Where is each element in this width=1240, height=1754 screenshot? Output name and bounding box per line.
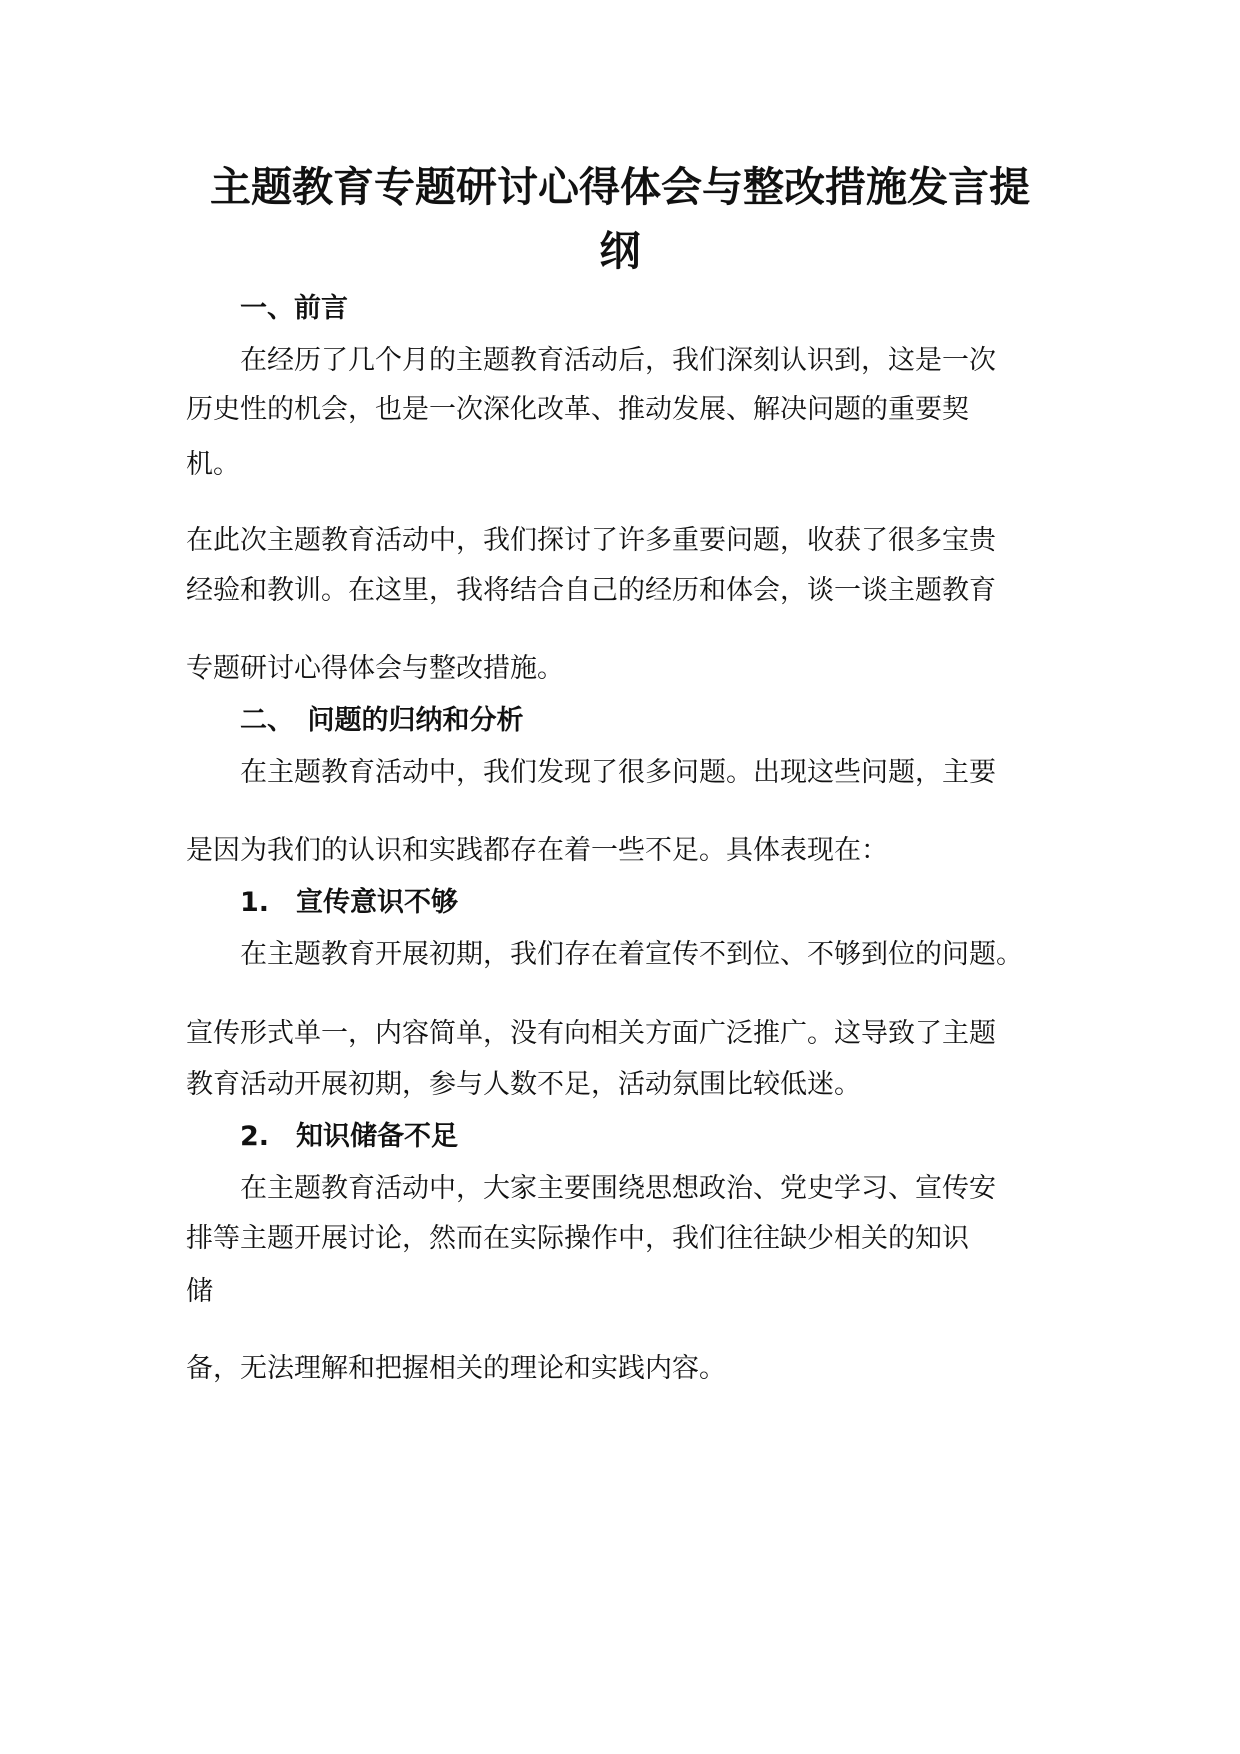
paragraph-line: 在经历了几个月的主题教育活动后，我们深刻认识到，这是一次 bbox=[240, 345, 996, 376]
paragraph-line: 专题研讨心得体会与整改措施。 bbox=[186, 653, 564, 684]
paragraph-line: 在主题教育开展初期，我们存在着宣传不到位、不够到位的问题。 bbox=[240, 939, 1023, 970]
subsection-heading-knowledge: 2. 知识储备不足 bbox=[240, 1121, 459, 1152]
paragraph-line: 在主题教育活动中，大家主要围绕思想政治、党史学习、宣传安 bbox=[240, 1173, 996, 1204]
section-heading-preface: 一、前言 bbox=[240, 293, 348, 324]
paragraph-line: 历史性的机会，也是一次深化改革、推动发展、解决问题的重要契 bbox=[186, 394, 969, 425]
subsection-heading-publicity: 1. 宣传意识不够 bbox=[240, 887, 459, 918]
paragraph-line: 机。 bbox=[186, 449, 240, 480]
document-title-line-2: 纲 bbox=[599, 227, 641, 275]
paragraph-line: 宣传形式单一，内容简单，没有向相关方面广泛推广。这导致了主题 bbox=[186, 1018, 996, 1049]
paragraph-line: 储 bbox=[186, 1276, 213, 1307]
document-title-line-1: 主题教育专题研讨心得体会与整改措施发言提 bbox=[210, 163, 1030, 211]
paragraph-line: 备，无法理解和把握相关的理论和实践内容。 bbox=[186, 1353, 726, 1384]
paragraph-line: 经验和教训。在这里，我将结合自己的经历和体会，谈一谈主题教育 bbox=[186, 575, 996, 606]
paragraph-line: 在此次主题教育活动中，我们探讨了许多重要问题，收获了很多宝贵 bbox=[186, 525, 996, 556]
paragraph-line: 教育活动开展初期，参与人数不足，活动氛围比较低迷。 bbox=[186, 1069, 861, 1100]
paragraph-line: 是因为我们的认识和实践都存在着一些不足。具体表现在： bbox=[186, 835, 888, 866]
paragraph-line: 排等主题开展讨论，然而在实际操作中，我们往往缺少相关的知识 bbox=[186, 1223, 969, 1254]
paragraph-line: 在主题教育活动中，我们发现了很多问题。出现这些问题，主要 bbox=[240, 757, 996, 788]
section-heading-problem-analysis: 二、 问题的归纳和分析 bbox=[240, 705, 524, 736]
